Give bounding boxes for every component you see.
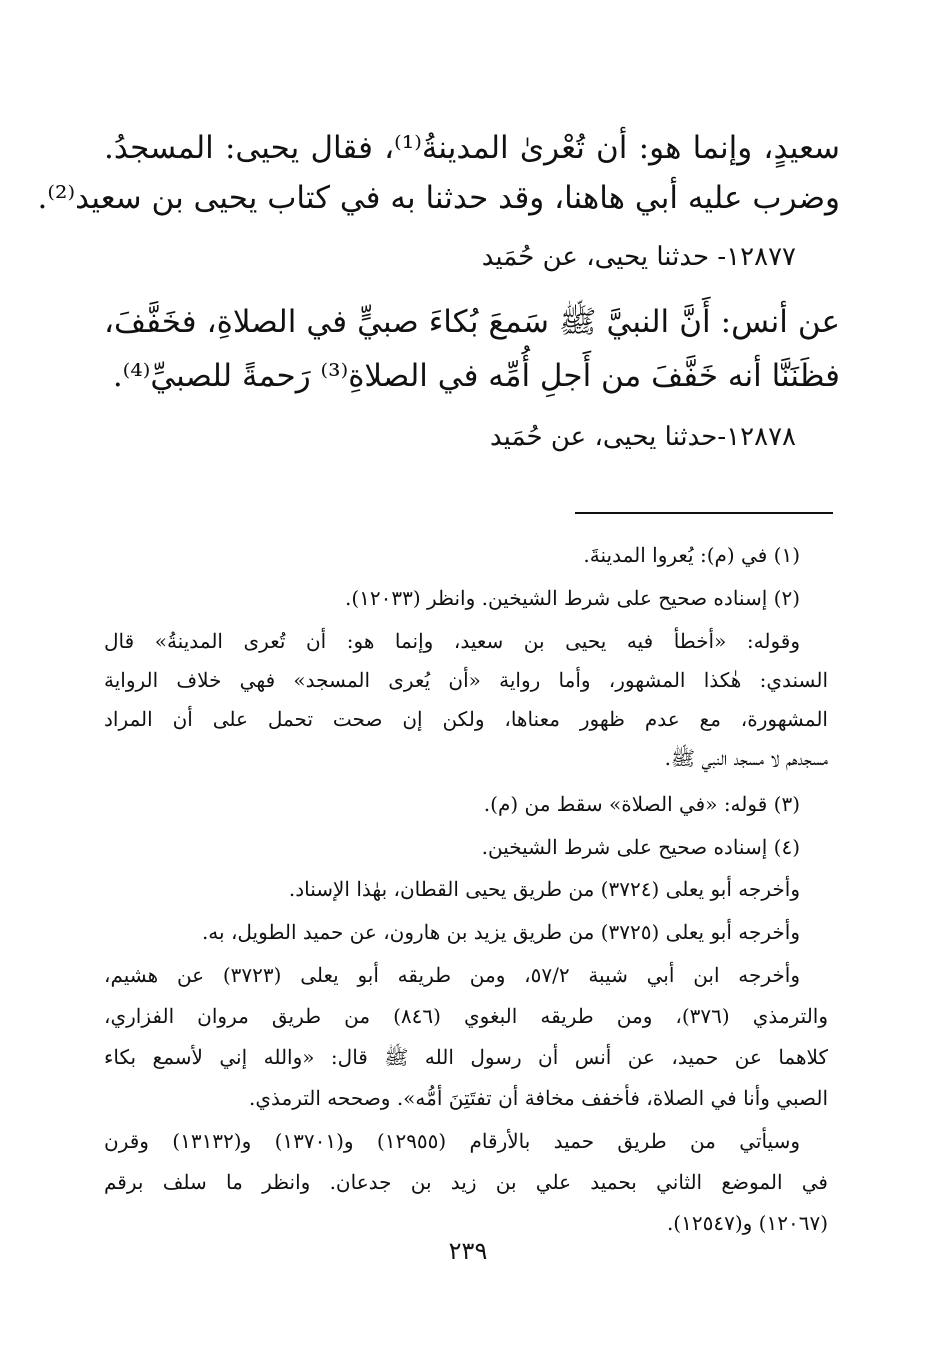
footnote-line: (١) في (م): يُعروا المدينةَ.	[583, 543, 800, 567]
footnote-line: والترمذي (٣٧٦)، ومن طريقه البغوي (٨٤٦) من طريق مروان الفزاري،	[104, 1004, 828, 1028]
main-text-line-2: وضرب عليه أبي هاهنا، وقد حدثنا به في كتاب يحيى بن سعيد⁽²⁾.	[37, 180, 840, 216]
footnote-line: الصبي وأنا في الصلاة، فأخفف مخافة أن تفتَتِنَ أمُّه». وصححه الترمذي.	[248, 1086, 828, 1110]
hadith-header-12877: ١٢٨٧٧- حدثنا يحيى، عن حُمَيد	[481, 242, 796, 272]
main-text-line-4: عن أنس: أَنَّ النبيَّ ﷺ سَمعَ بُكاءَ صبيٍّ في الصلاةِ، فخَفَّفَ،	[104, 304, 840, 340]
footnote-line: وقوله: «أخطأ فيه يحيى بن سعيد، وإنما هو: أن تُعرى المدينةُ» قال	[104, 629, 800, 653]
footnote-line: في الموضع الثاني بحميد علي بن زيد بن جدعان. وانظر ما سلف برقم	[104, 1170, 828, 1194]
footnote-line: وسيأتي من طريق حميد بالأرقام (١٢٩٥٥) و(١٣٧٠١) و(١٣١٣٢) وقرن	[104, 1129, 800, 1153]
footnote-line: مسجدهم لا مسجد النبي ﷺ.	[664, 746, 828, 770]
footnote-line: وأخرجه أبو يعلى (٣٧٢٥) من طريق يزيد بن هارون، عن حميد الطويل، به.	[201, 920, 800, 944]
footnote-line: (١٢٠٦٧) و(١٢٥٤٧).	[666, 1211, 828, 1235]
footnote-line: (٤) إسناده صحيح على شرط الشيخين.	[481, 835, 800, 859]
footnote-line: وأخرجه ابن أبي شيبة ٥٧/٢، ومن طريقه أبو يعلى (٣٧٢٣) عن هشيم،	[104, 963, 800, 987]
main-text-line-1: سعيدٍ، وإنما هو: أن تُعْرىٰ المدينةُ⁽¹⁾، فقال يحيى: المسجدُ.	[104, 130, 840, 166]
hadith-header-12878: ١٢٨٧٨-حدثنا يحيى، عن حُمَيد	[490, 422, 796, 452]
footnote-line: السندي: هٰكذا المشهور، وأما رواية «أن يُعرى المسجد» فهي خلاف الرواية	[104, 668, 828, 692]
footnote-separator	[575, 512, 833, 514]
footnote-line: كلاهما عن حميد، عن أنس أن رسول الله ﷺ قال: «والله إني لأسمع بكاء	[104, 1045, 828, 1069]
footnote-line: (٣) قوله: «في الصلاة» سقط من (م).	[483, 792, 800, 816]
page-number: ٢٣٩	[448, 1237, 488, 1265]
footnote-line: المشهورة، مع عدم ظهور معناها، ولكن إن صحت تحمل على أن المراد	[104, 707, 828, 731]
footnote-line: وأخرجه أبو يعلى (٣٧٢٤) من طريق يحيى القطان، بهٰذا الإسناد.	[288, 877, 800, 901]
footnote-line: (٢) إسناده صحيح على شرط الشيخين. وانظر (١٢٠٣٣).	[344, 586, 800, 610]
main-text-line-5: فظَنَنَّا أنه خَفَّفَ من أَجلِ أُمِّه في الصلاةِ⁽³⁾ رَحمةً للصبيِّ⁽⁴⁾.	[112, 358, 840, 394]
